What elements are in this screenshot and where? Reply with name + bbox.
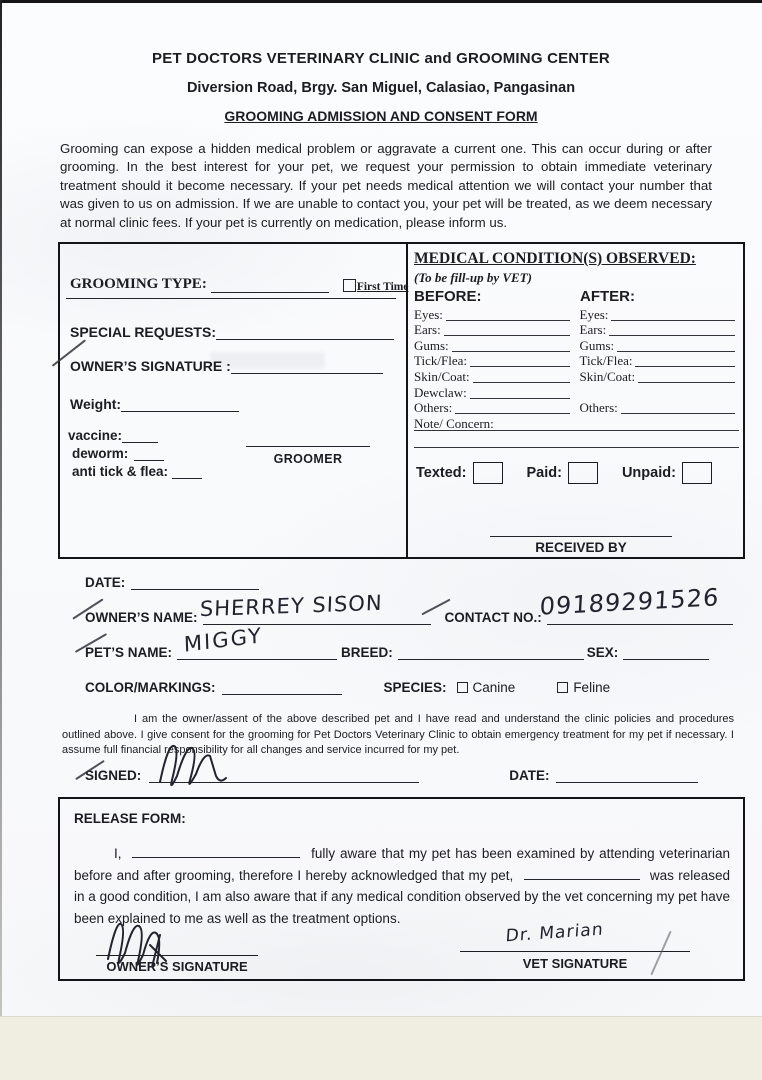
paper-bottom-edge	[0, 1016, 762, 1080]
medical-panel	[408, 244, 743, 557]
before-others-label: Others:	[414, 400, 453, 416]
grooming-panel	[60, 244, 409, 557]
before-others-line	[455, 403, 569, 414]
release-blank-pet	[524, 866, 640, 880]
medical-row-ears	[414, 323, 737, 339]
release-part1: I,	[114, 846, 122, 861]
color-markings-label: COLOR/MARKINGS:	[85, 680, 216, 695]
note-line-2	[414, 447, 739, 448]
grooming-type-line	[211, 279, 329, 293]
owner-name-label: OWNER’S NAME:	[85, 610, 198, 625]
after-others-label: Others:	[579, 400, 618, 416]
before-dewclaw-label: Dewclaw:	[414, 384, 467, 400]
deworm-label: deworm:	[72, 446, 129, 461]
before-skincoat-line	[473, 372, 570, 383]
after-gums-line	[617, 341, 735, 352]
grooming-type-label: GROOMING TYPE:	[70, 276, 207, 292]
species-label: SPECIES:	[383, 680, 447, 695]
before-eyes-label: Eyes:	[414, 306, 443, 322]
before-eyes-line	[446, 310, 570, 321]
before-ears-line	[444, 325, 570, 336]
signed-date-line	[556, 769, 698, 783]
pet-name-handwriting: MIGGY	[183, 623, 264, 657]
vet-signature-line	[460, 951, 690, 952]
admission-box	[58, 242, 745, 559]
after-ears-line	[609, 325, 735, 336]
contact-no-label: CONTACT NO.:	[444, 610, 542, 625]
before-ears-label: Ears:	[414, 322, 441, 338]
vet-signature-handwriting: Dr. Marian	[504, 919, 605, 947]
before-label: BEFORE:	[414, 288, 482, 305]
release-blank-owner	[132, 844, 300, 858]
intro-paragraph: Grooming can expose a hidden medical problem or aggravate a current one. This can occur during or after grooming. In the best interest for your pet, we request your permission to obtain immediate veterinary treatment should it become necessary. If your pet needs medical attention we will contact your number that was given to us on admission. If we are unable to contact you, your pet will be treated, as we deem necessary at normal clinic fees. If your pet is currently on medication, please inform us.	[60, 141, 712, 230]
special-requests-line	[216, 326, 394, 340]
date-line	[131, 576, 259, 590]
before-dewclaw-line	[470, 388, 570, 399]
consent-paragraph: I am the owner/assent of the above described pet and I have read and understand the clinic policies and procedures outlined above. I give consent for the grooming for Pet Doctors Veterinary Clinic to obtain emergency treatment for my pet if necessary. I assume full financial responsibility for all changes and service incurred for my pet.	[62, 713, 734, 756]
medical-row-skincoat	[414, 369, 737, 385]
after-ears-label: Ears:	[579, 322, 607, 338]
medical-row-tickflea	[414, 354, 737, 370]
groomer-label: GROOMER	[273, 452, 343, 466]
owner-signature-label: OWNER’S SIGNATURE	[106, 959, 248, 974]
before-gums-label: Gums:	[414, 337, 449, 353]
release-form-title: RELEASE FORM:	[74, 811, 186, 826]
release-part3: was released in a good condition, I am also aware that if any medical condition observed by the vet concerning my pet have been explained to me as well as the treatment options.	[74, 867, 730, 926]
first-time-label: First Time	[356, 281, 409, 293]
owner-signature-scribble	[102, 915, 192, 967]
breed-label: BREED:	[341, 645, 393, 660]
color-markings-line	[222, 681, 342, 695]
weight-line	[121, 398, 239, 412]
owner-signature-box-label: OWNER’S SIGNATURE :	[70, 358, 231, 374]
signed-signature-scribble	[152, 736, 262, 788]
after-tickflea-line	[635, 356, 735, 367]
medical-row-gums	[414, 338, 737, 354]
after-tickflea-label: Tick/Flea:	[579, 353, 633, 369]
medical-row-dewclaw	[414, 385, 737, 401]
anti-tick-flea-label: anti tick & flea:	[72, 464, 169, 479]
after-eyes-label: Eyes:	[579, 306, 609, 322]
feline-label: Feline	[573, 680, 611, 695]
after-skincoat-line	[638, 372, 735, 383]
medical-rows	[414, 307, 737, 432]
release-part2: fully aware that my pet has been examined by attending veterinarian before and after grooming, therefore I hereby acknowledged that my pet,	[74, 846, 730, 883]
paid-checkbox[interactable]	[568, 462, 598, 484]
special-requests-label: SPECIAL REQUESTS:	[70, 324, 216, 340]
form-title: GROOMING ADMISSION AND CONSENT FORM	[224, 108, 538, 124]
grooming-type-line-2	[66, 298, 396, 299]
before-gums-line	[452, 341, 570, 352]
after-gums-label: Gums:	[579, 337, 615, 353]
medical-row-others	[414, 401, 737, 417]
medical-row-eyes	[414, 307, 737, 323]
after-others-line	[621, 403, 735, 414]
note-line-1	[414, 430, 739, 431]
after-label: AFTER:	[580, 288, 635, 305]
received-by-line	[490, 536, 672, 537]
before-tickflea-label: Tick/Flea:	[414, 353, 467, 369]
first-time-checkbox[interactable]	[343, 279, 356, 292]
after-skincoat-label: Skin/Coat:	[579, 368, 636, 384]
breed-line	[398, 646, 584, 660]
before-tickflea-line	[470, 356, 570, 367]
signed-label: SIGNED:	[85, 768, 142, 783]
paid-label: Paid:	[526, 465, 562, 481]
signed-date-label: DATE:	[509, 768, 550, 783]
unpaid-label: Unpaid:	[621, 465, 676, 481]
contact-no-handwriting: 09189291526	[538, 583, 721, 621]
groomer-line	[246, 446, 370, 447]
weight-label: Weight:	[70, 396, 122, 412]
canine-checkbox[interactable]	[457, 682, 468, 693]
sex-label: SEX:	[586, 645, 619, 660]
vaccine-label: vaccine:	[68, 428, 123, 443]
sex-line	[623, 646, 709, 660]
owner-name-handwriting: SHERREY SISON	[199, 590, 384, 622]
date-label: DATE:	[85, 575, 126, 590]
pet-name-label: PET’S NAME:	[85, 645, 173, 660]
clinic-name: PET DOCTORS VETERINARY CLINIC and GROOMING CENTER	[152, 50, 610, 67]
deworm-line	[134, 447, 164, 461]
vaccine-line	[122, 429, 158, 443]
clinic-address: Diversion Road, Brgy. San Miguel, Calasiao, Pangasinan	[186, 80, 576, 96]
unpaid-checkbox[interactable]	[682, 462, 712, 484]
received-by-label: RECEIVED BY	[535, 540, 627, 555]
medical-title: MEDICAL CONDITION(S) OBSERVED:	[414, 250, 696, 267]
canine-label: Canine	[472, 680, 516, 695]
scan-edge-left	[0, 0, 2, 1016]
scan-edge-top	[0, 0, 762, 3]
texted-label: Texted:	[416, 465, 467, 481]
release-form-box	[58, 797, 745, 981]
before-skincoat-label: Skin/Coat:	[414, 368, 470, 384]
medical-subtitle: (To be fill-up by VET)	[414, 270, 532, 285]
owner-signature-box-line	[231, 360, 383, 374]
texted-checkbox[interactable]	[473, 462, 503, 484]
after-eyes-line	[611, 310, 735, 321]
feline-checkbox[interactable]	[557, 682, 568, 693]
vet-signature-label: VET SIGNATURE	[522, 956, 628, 971]
note-concern-label: Note/ Concern:	[414, 415, 494, 431]
anti-tick-flea-line	[172, 465, 202, 479]
